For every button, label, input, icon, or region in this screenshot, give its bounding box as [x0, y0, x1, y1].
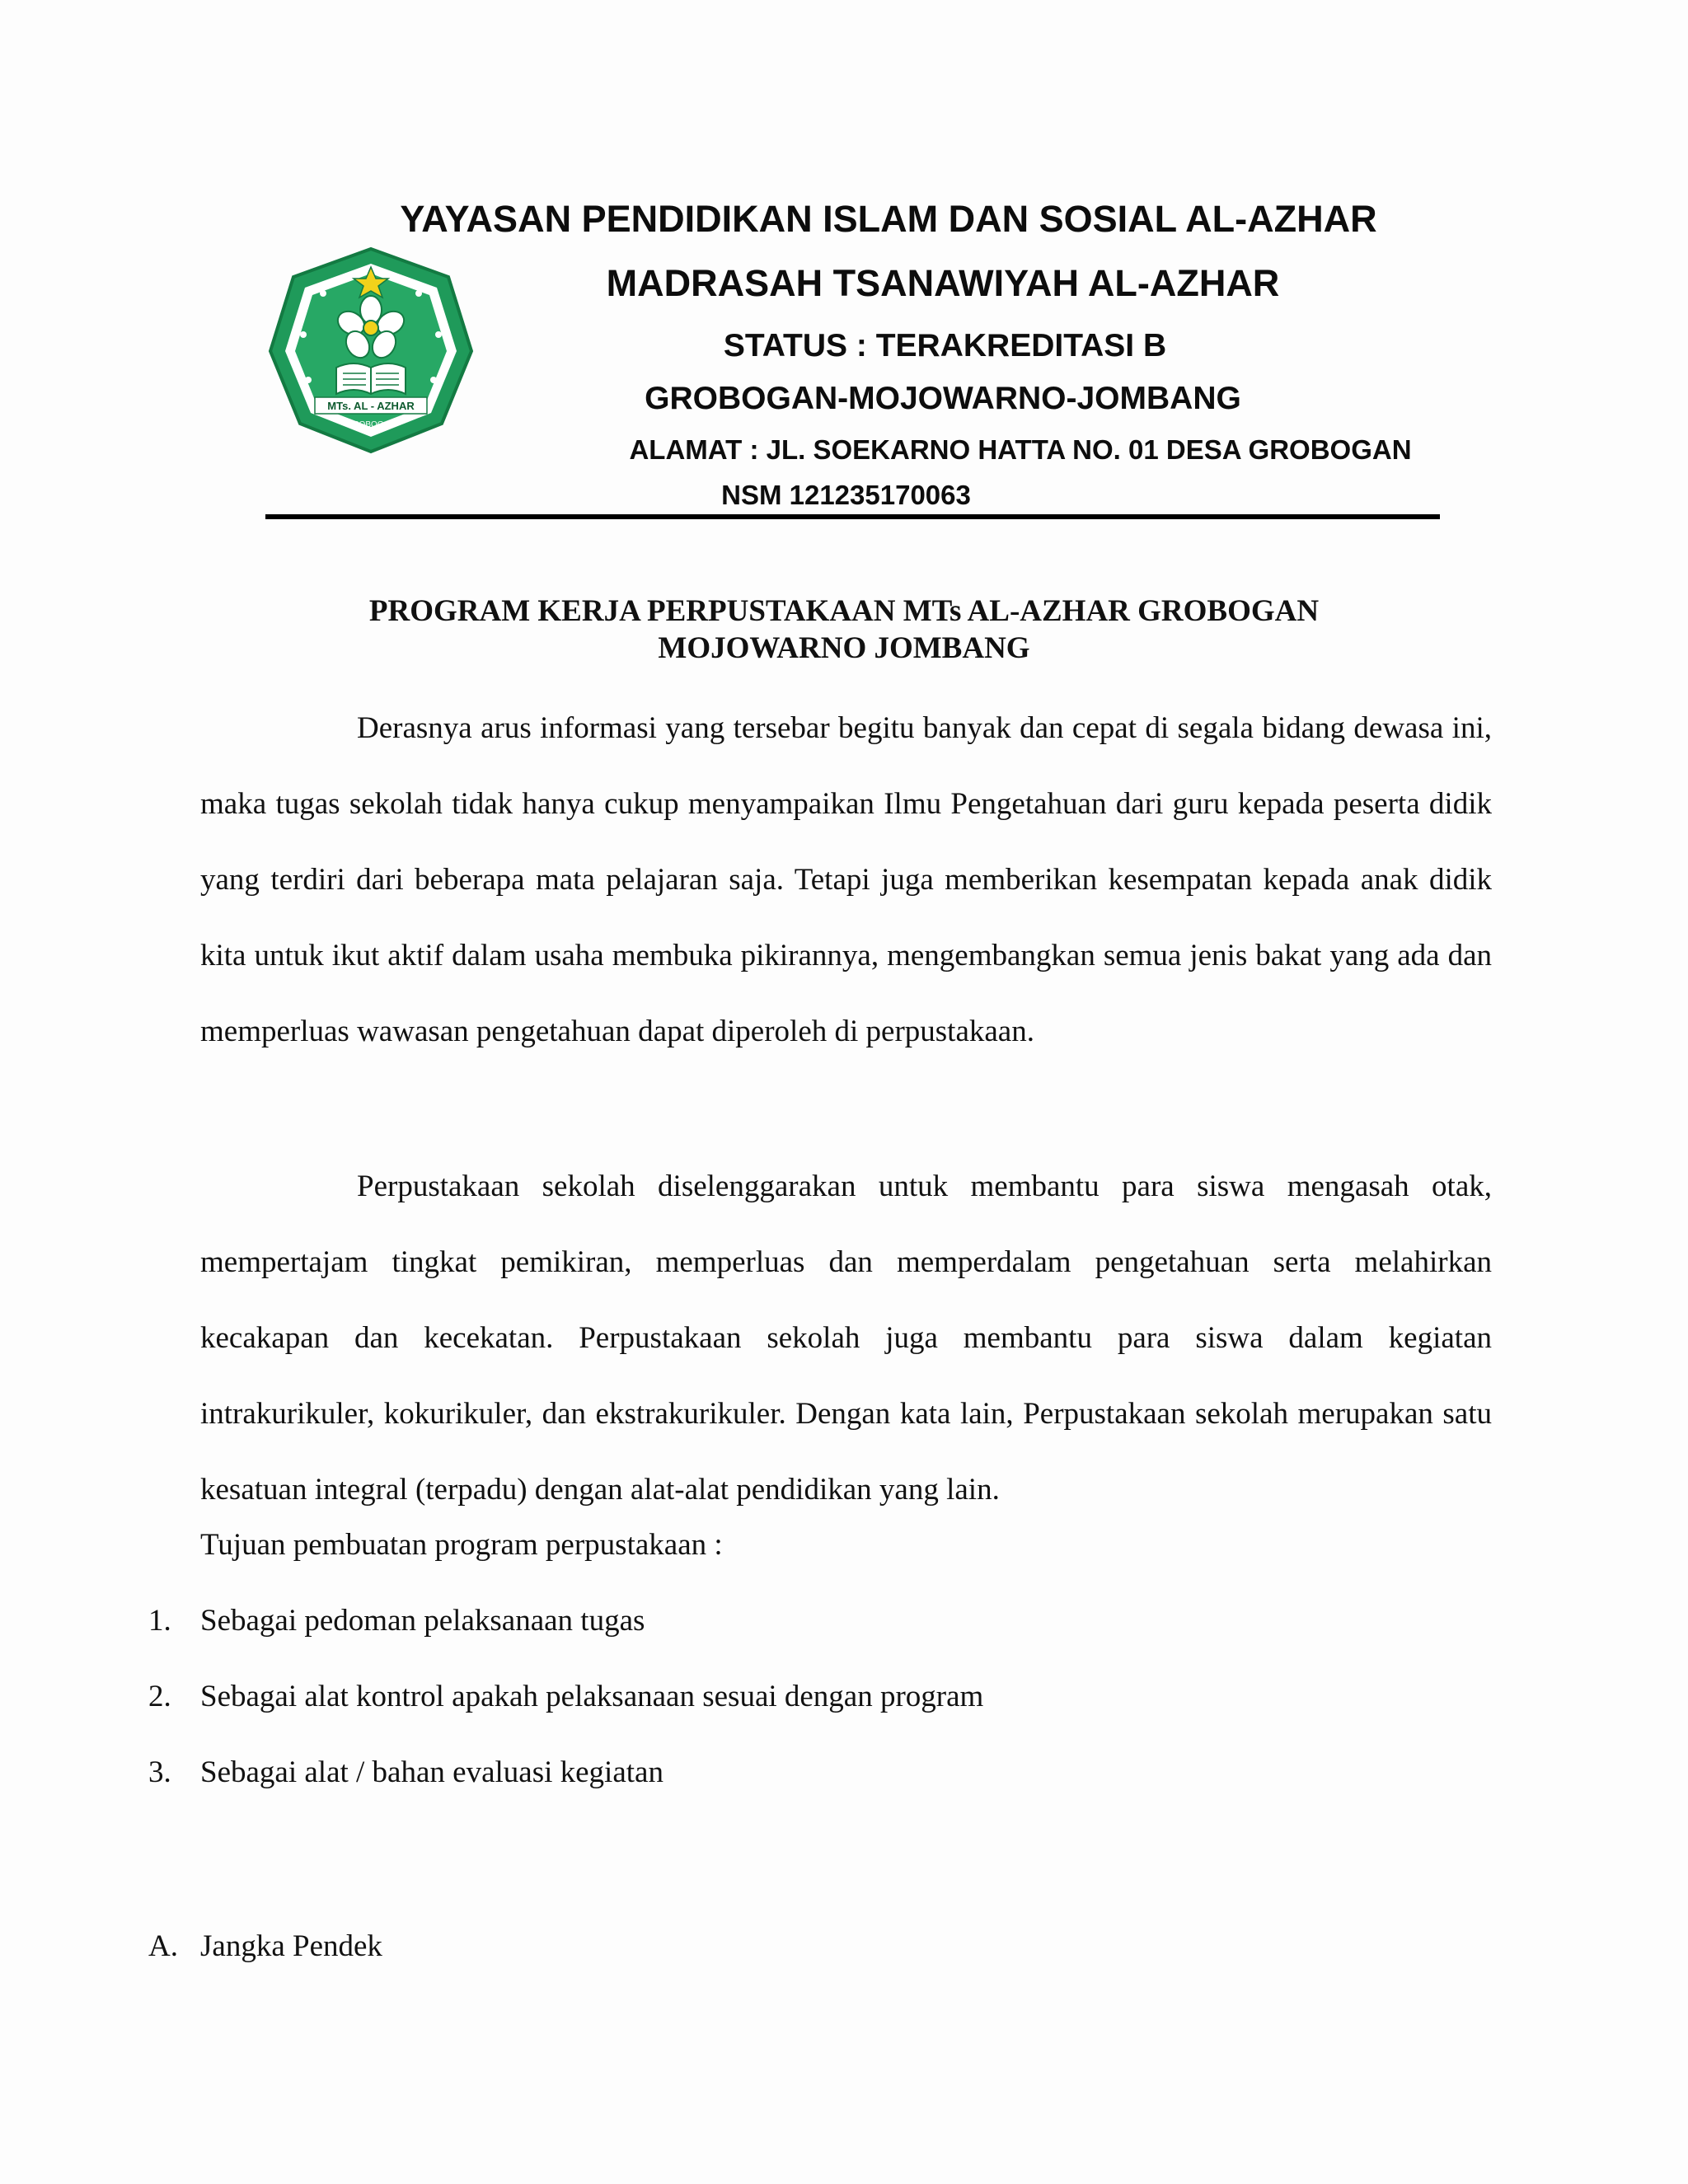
logo-banner-text: MTs. AL - AZHAR — [327, 400, 415, 412]
section-heading-a — [148, 1929, 382, 1964]
school-address: ALAMAT : JL. SOEKARNO HATTA NO. 01 DESA GROBOGAN — [629, 434, 1412, 465]
document-title-line2: MOJOWARNO JOMBANG — [658, 631, 1030, 665]
paragraph-intro: Derasnya arus informasi yang tersebar begitu banyak dan cepat di segala bidang dewasa ini, maka tugas sekolah tidak hanya cukup menyampaikan Ilmu Pengetahuan dari guru kepada peserta didik yang terdiri dari beberapa mata pelajaran saja. Tetapi juga memberikan kesempatan kepada anak didik kita untuk ikut aktif dalam usaha membuka pikirannya, mengembangkan semua jenis bakat yang ada dan memperluas wawasan pengetahuan dapat diperoleh di perpustakaan. — [200, 711, 1492, 1048]
paragraph-library-role: Perpustakaan sekolah diselenggarakan untuk membantu para siswa mengasah otak, mempertajam tingkat pemikiran, memperluas dan memperdalam pengetahuan serta melahirkan kecakapan dan kecekatan. Perpustakaan sekolah juga membantu para siswa dalam kegiatan intrakurikuler, kokurikuler, dan ekstrakurikuler. Dengan kata lain, Perpustakaan sekolah merupakan satu kesatuan integral (terpadu) dengan alat-alat pendidikan yang lain. — [200, 1169, 1492, 1507]
school-location: GROBOGAN-MOJOWARNO-JOMBANG — [645, 381, 1241, 416]
list-item-text: Sebagai pedoman pelaksanaan tugas — [200, 1604, 645, 1638]
list-item — [148, 1603, 1467, 1679]
letterhead-divider — [265, 514, 1440, 519]
document-title-line1: PROGRAM KERJA PERPUSTAKAAN MTs AL-AZHAR GROBOGAN — [368, 594, 1320, 628]
foundation-name: YAYASAN PENDIDIKAN ISLAM DAN SOSIAL AL-AZHAR — [400, 198, 1377, 240]
section-letter: A. — [148, 1929, 178, 1963]
school-nsm: NSM 121235170063 — [721, 480, 971, 510]
accreditation-status: STATUS : TERAKREDITASI B — [723, 328, 1167, 363]
list-item-text: Sebagai alat / bahan evaluasi kegiatan — [200, 1755, 663, 1789]
list-item — [148, 1679, 1467, 1755]
list-item-number: 3. — [148, 1755, 171, 1789]
list-item-number: 2. — [148, 1680, 171, 1713]
logo-bottom-text: GROBOGAN — [346, 420, 396, 429]
objectives-list — [148, 1603, 1467, 1830]
list-item-number: 1. — [148, 1604, 171, 1638]
list-item-text: Sebagai alat kontrol apakah pelaksanaan sesuai dengan program — [200, 1680, 984, 1713]
section-title: Jangka Pendek — [200, 1929, 382, 1963]
list-item — [148, 1755, 1467, 1830]
objectives-heading: Tujuan pembuatan program perpustakaan : — [200, 1528, 723, 1562]
school-name: MADRASAH TSANAWIYAH AL-AZHAR — [606, 262, 1280, 304]
